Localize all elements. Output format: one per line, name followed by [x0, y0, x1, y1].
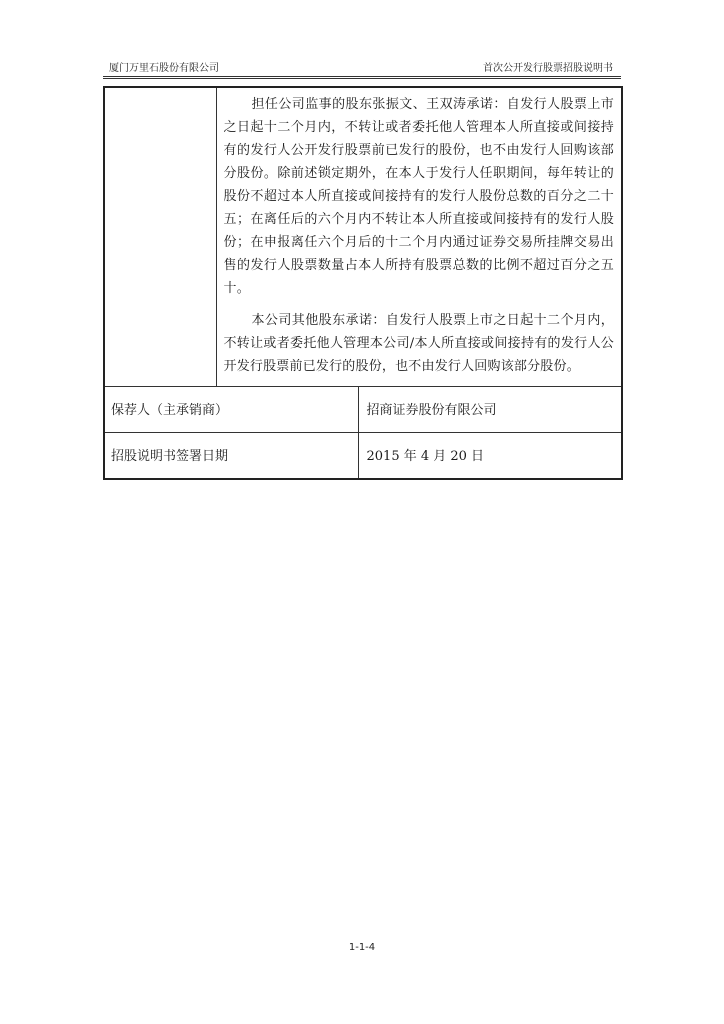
- header-divider: [103, 78, 621, 79]
- page-number: 1-1-4: [348, 942, 376, 953]
- commitment-row: [104, 87, 622, 387]
- sponsor-value: 招商证券股份有限公司: [358, 387, 622, 433]
- signing-date-value: 2015 年 4 月 20 日: [358, 433, 622, 480]
- header-document-title: 首次公开发行股票招股说明书: [483, 63, 613, 74]
- signing-date-row: [104, 433, 622, 480]
- sponsor-label: 保荐人（主承销商）: [104, 387, 358, 433]
- commitment-paragraph-supervisors: 担任公司监事的股东张振文、王双涛承诺：自发行人股票上市之日起十二个月内，不转让或者委托他人管理本人所直接或间接持有的发行人公开发行股票前已发行的股份，也不由发行人回购该部分股份。除前述锁定期外，在本人于发行人任职期间，每年转让的股份不超过本人所直接或间接持有的发行人股份总数的百分之二十五；在离任后的六个月内不转让本人所直接或间接持有的发行人股份；在申报离任六个月后的十二个月内通过证券交易所挂牌交易出售的发行人股票数量占本人所持有股票总数的比例不超过百分之五十。: [223, 97, 614, 296]
- info-table: [103, 86, 623, 480]
- sponsor-row: [104, 387, 622, 433]
- page-header: [103, 56, 621, 77]
- commitment-label-cell: [104, 87, 216, 387]
- signing-date-label: 招股说明书签署日期: [104, 433, 358, 480]
- commitment-text-cell: [216, 87, 622, 387]
- header-company-name: 厦门万里石股份有限公司: [109, 63, 219, 74]
- commitment-paragraph-other-shareholders: 本公司其他股东承诺：自发行人股票上市之日起十二个月内，不转让或者委托他人管理本公司/本人所直接或间接持有的发行人公开发行股票前已发行的股份，也不由发行人回购该部分股份。: [223, 313, 614, 374]
